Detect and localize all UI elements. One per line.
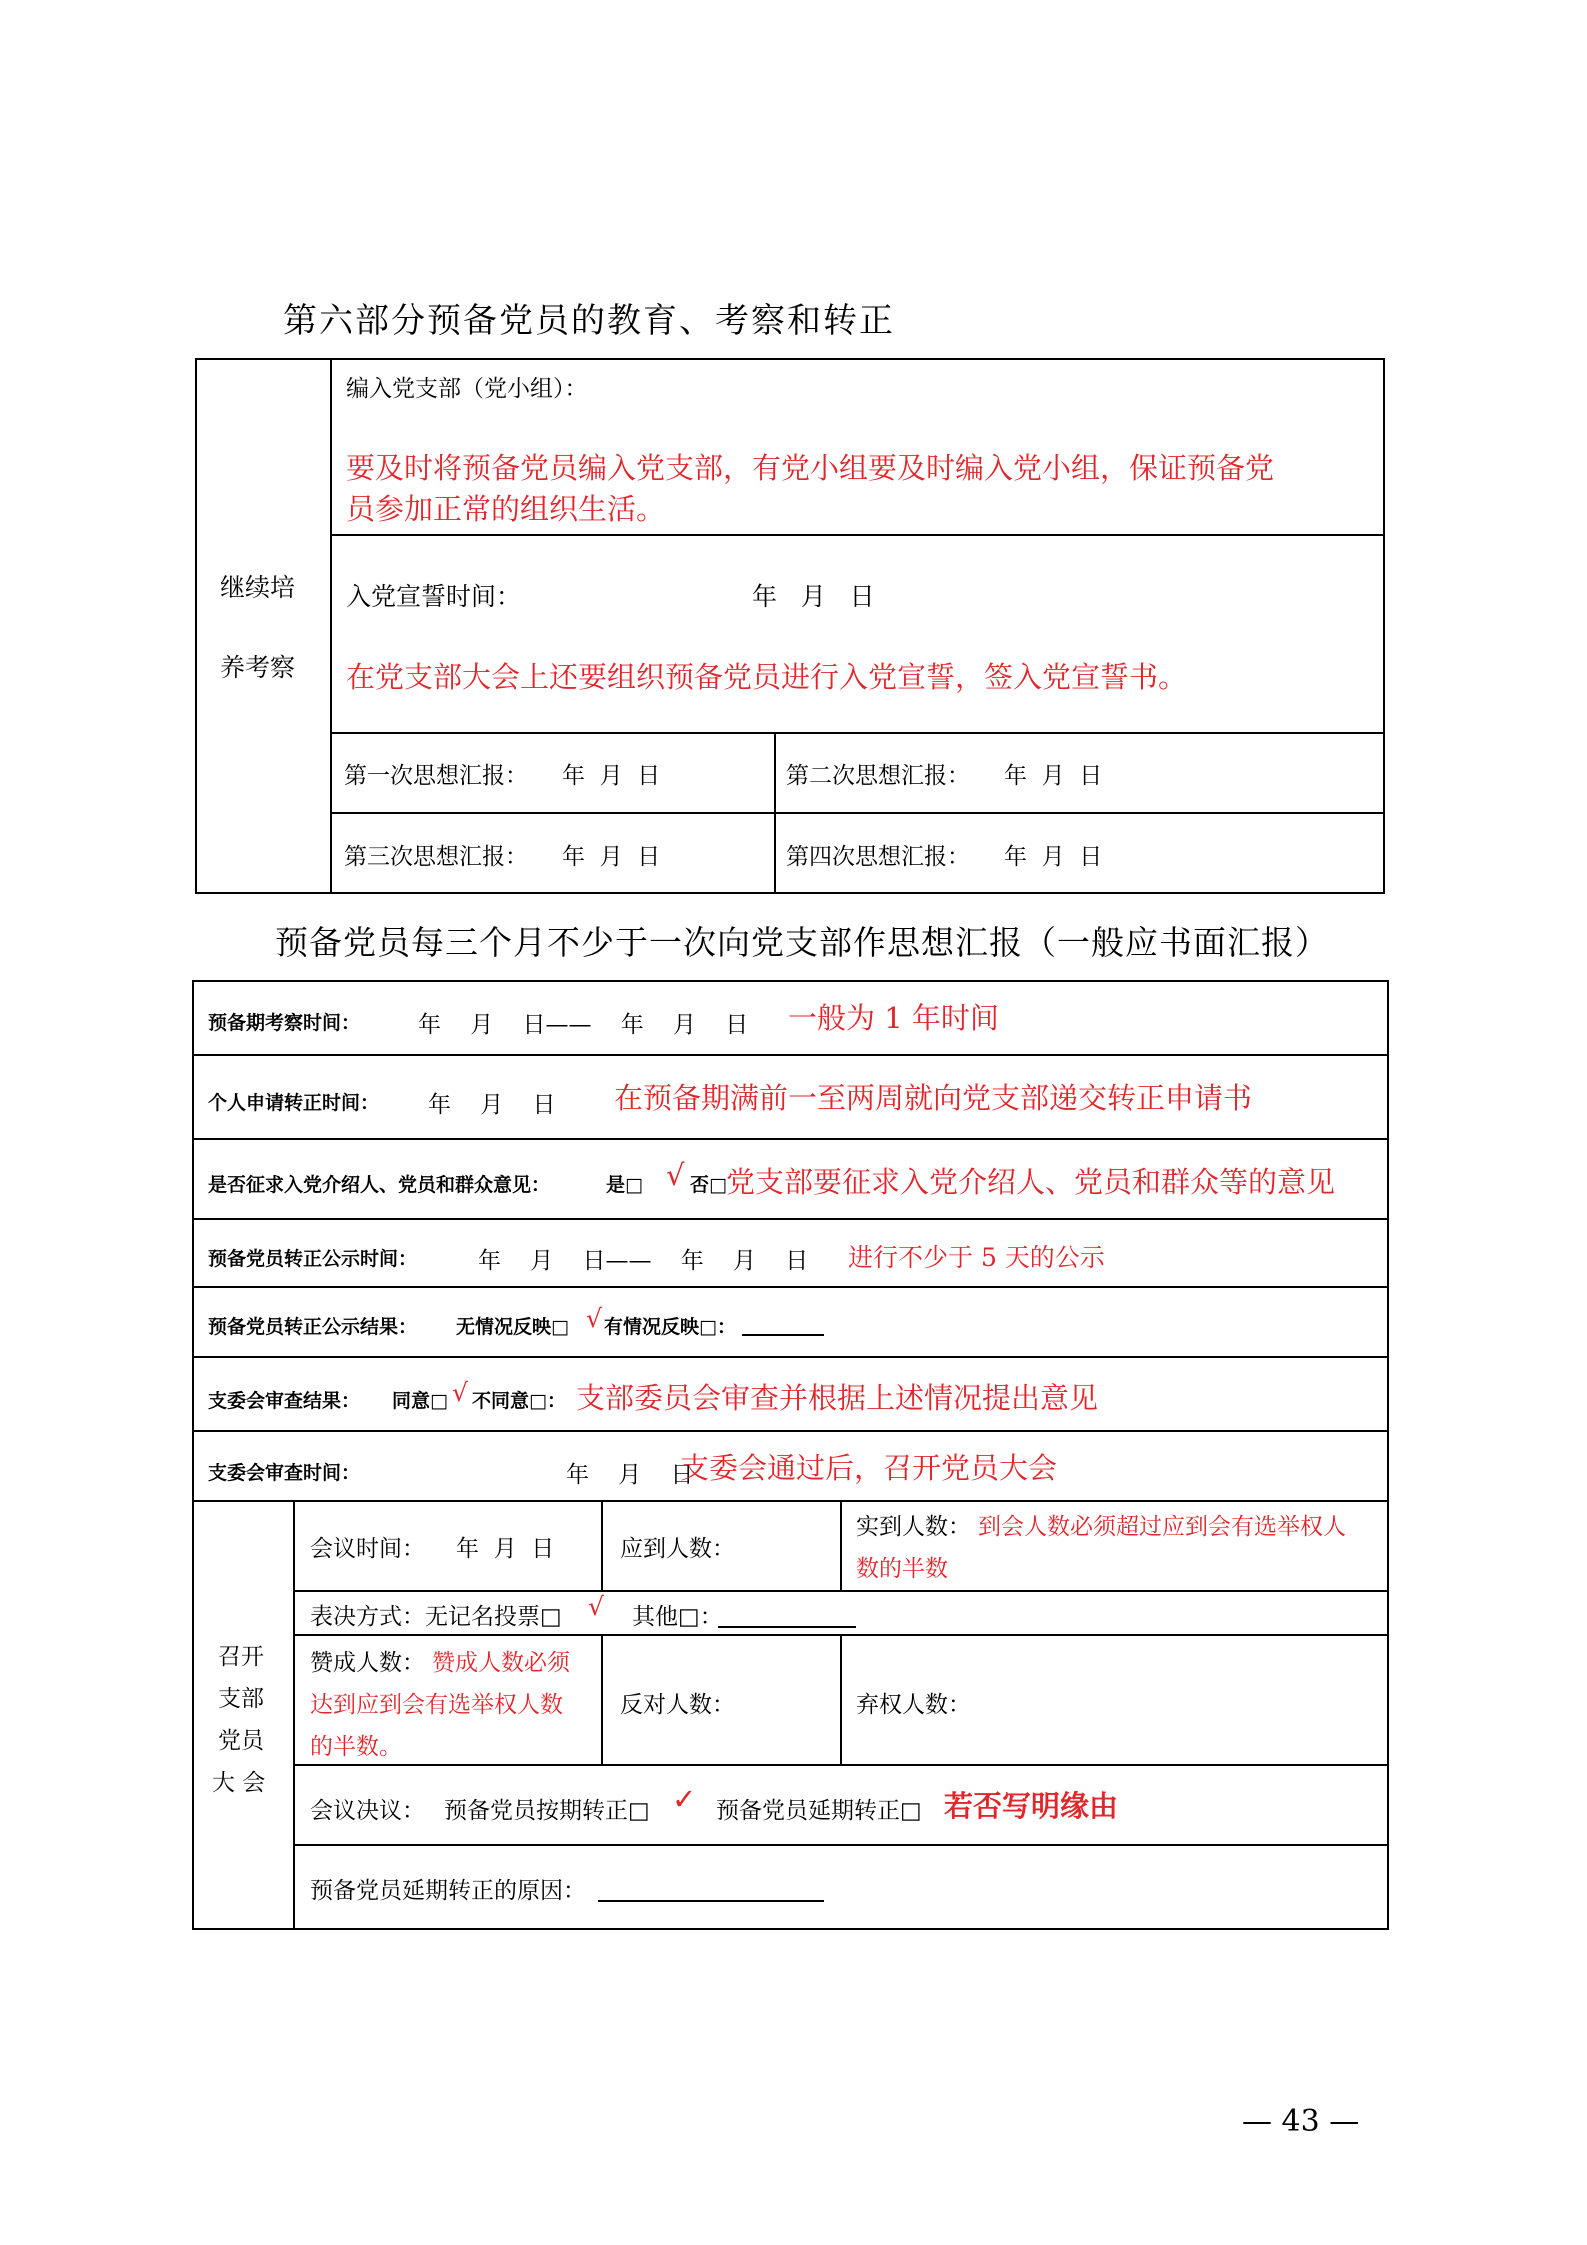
committee-label: 支委会审查结果： [208, 1390, 361, 1412]
meeting-side-line-2: 支部 [218, 1686, 264, 1712]
side-column [195, 358, 332, 894]
against-label: 反对人数： [620, 1692, 735, 1718]
vote-other: 其他□： [632, 1604, 723, 1630]
actual-note-line-1: 到会人数必须超过应到会有选举权人 [978, 1514, 1346, 1540]
opinion-no: 否□ [690, 1174, 727, 1196]
oath-date: 年 月 日 [752, 582, 875, 611]
branch-note-line-1: 要及时将预备党员编入党支部，有党小组要及时编入党小组，保证预备党 [346, 451, 1275, 485]
apply-note: 在预备期满前一至两周就向党支部递交转正申请书 [614, 1081, 1253, 1115]
committee-note: 支部委员会审查并根据上述情况提出意见 [576, 1381, 1099, 1415]
publicity-date: 年 月 日—— 年 月 日 [478, 1248, 809, 1274]
report1-date: 年 月 日 [562, 763, 661, 789]
committee-disagree: 不同意□： [472, 1390, 566, 1412]
meeting-time-label: 会议时间： [310, 1536, 425, 1562]
due-label: 应到人数： [620, 1536, 735, 1562]
report2-date: 年 月 日 [1004, 763, 1103, 789]
meeting-row-3-div-b [840, 1634, 842, 1766]
report4-label: 第四次思想汇报： [786, 844, 970, 870]
abstain-label: 弃权人数： [856, 1692, 971, 1718]
vote-label: 表决方式：无记名投票□ [310, 1604, 562, 1630]
result-check-icon: √ [586, 1304, 602, 1333]
committee-time-label: 支委会审查时间： [208, 1462, 361, 1484]
apply-label: 个人申请转正时间： [208, 1092, 380, 1114]
meeting-time-date: 年 月 日 [456, 1536, 555, 1562]
result-label: 预备党员转正公示结果： [208, 1316, 418, 1338]
meeting-row-1-div-a [601, 1500, 603, 1592]
favor-note-line-1: 赞成人数必须 [432, 1650, 570, 1676]
delay-reason-underline [598, 1900, 824, 1902]
side-label-line-2: 养考察 [220, 653, 296, 682]
report4-date: 年 月 日 [1004, 844, 1103, 870]
favor-note-line-3: 的半数。 [310, 1734, 402, 1760]
meeting-side-line-1: 召开 [218, 1644, 264, 1670]
meeting-row-3-div-a [601, 1634, 603, 1766]
decision-on-time: 预备党员按期转正□ [444, 1798, 650, 1824]
oath-note: 在党支部大会上还要组织预备党员进行入党宣誓，签入党宣誓书。 [346, 660, 1188, 694]
side-label-line-1: 继续培 [220, 573, 296, 602]
branch-note-line-2: 员参加正常的组织生活。 [346, 492, 666, 526]
actual-label: 实到人数： [856, 1514, 971, 1540]
report-divider [774, 732, 776, 894]
meeting-side-column [192, 1500, 295, 1930]
report2-label: 第二次思想汇报： [786, 763, 970, 789]
result-none: 无情况反映□ [456, 1316, 569, 1338]
vote-check-icon: √ [588, 1592, 604, 1621]
probation-date: 年 月 日—— 年 月 日 [418, 1012, 749, 1038]
committee-agree: 同意□ [392, 1390, 448, 1412]
report3-date: 年 月 日 [562, 844, 661, 870]
committee-check-icon: √ [452, 1378, 468, 1407]
report-frequency-note: 预备党员每三个月不少于一次向党支部作思想汇报（一般应书面汇报） [275, 923, 1329, 962]
committee-time-date: 年 月 日 [566, 1462, 694, 1488]
committee-time-note: 支委会通过后，召开党员大会 [680, 1451, 1058, 1485]
publicity-label: 预备党员转正公示时间： [208, 1248, 418, 1270]
opinion-yes: 是□ [606, 1174, 643, 1196]
favor-label: 赞成人数： [310, 1650, 425, 1676]
probation-label: 预备期考察时间： [208, 1012, 361, 1034]
decision-delay: 预备党员延期转正□ [716, 1798, 922, 1824]
vote-other-underline [718, 1626, 856, 1628]
meeting-side-line-4: 大 会 [212, 1770, 266, 1796]
page-number: — 43 — [1242, 2104, 1360, 2139]
branch-label: 编入党支部（党小组）： [346, 376, 588, 402]
probation-note: 一般为 1 年时间 [788, 1001, 999, 1035]
oath-cell [330, 534, 1385, 734]
actual-note-line-2: 数的半数 [856, 1556, 948, 1582]
report1-label: 第一次思想汇报： [344, 763, 528, 789]
opinion-check-icon: √ [666, 1158, 685, 1192]
decision-check-icon: ✓ [672, 1782, 697, 1816]
report3-label: 第三次思想汇报： [344, 844, 528, 870]
result-underline [742, 1334, 824, 1336]
result-some: 有情况反映□： [604, 1316, 736, 1338]
apply-date: 年 月 日 [428, 1092, 556, 1118]
opinion-note: 党支部要征求入党介绍人、党员和群众等的意见 [726, 1165, 1336, 1199]
meeting-row-1-div-b [840, 1500, 842, 1592]
meeting-side-line-3: 党员 [218, 1728, 264, 1754]
opinion-label: 是否征求入党介绍人、党员和群众意见： [208, 1174, 551, 1196]
decision-label: 会议决议： [310, 1798, 425, 1824]
delay-reason-label: 预备党员延期转正的原因： [310, 1878, 586, 1904]
decision-note: 若否写明缘由 [944, 1789, 1119, 1823]
publicity-note: 进行不少于 5 天的公示 [848, 1243, 1105, 1272]
oath-label: 入党宣誓时间： [346, 582, 522, 611]
favor-note-line-2: 达到应到会有选举权人数 [310, 1692, 563, 1718]
section-title: 第六部分预备党员的教育、考察和转正 [283, 301, 895, 341]
